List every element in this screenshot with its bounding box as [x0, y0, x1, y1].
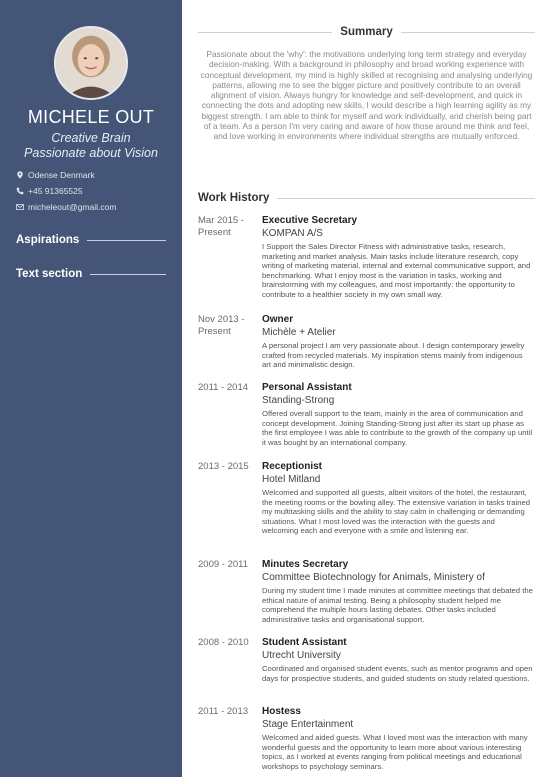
- job-description: Offered overall support to the team, mainly in the area of communication and concept development. Joining Standing-Strong just after its start up phase as the first employee I was able to contribute to the growth of the company up until it was bought by an international company.: [262, 409, 533, 447]
- envelope-icon: [16, 203, 24, 211]
- tagline-line-1: Creative Brain: [51, 131, 131, 145]
- job-role: Hostess: [262, 706, 301, 717]
- job-dates: Mar 2015 - Present: [198, 215, 244, 238]
- contact-email[interactable]: [16, 202, 116, 212]
- job-role: Personal Assistant: [262, 382, 352, 393]
- candidate-name: MICHELE OUT: [27, 107, 155, 127]
- section-divider: [87, 240, 166, 241]
- job-description: I Support the Sales Director Fitness with administrative tasks, research, marketing and market analysis. Main tasks include literature research, copy writing of marketing material, internal and external communicative support, and benchmarking. What I enjoy most is the variation in tasks, working and brainstorming with my colleagues, and most importantly: the opportunity to contribute to a healthier society in my own small way.: [262, 242, 531, 299]
- work-history-header: [198, 192, 535, 204]
- job-role: Minutes Secretary: [262, 559, 349, 570]
- phone-text: +45 91365525: [28, 186, 83, 196]
- location-pin-icon: [16, 171, 24, 179]
- work-history-divider: [277, 198, 535, 199]
- job-dates: 2013 - 2015: [198, 461, 249, 472]
- section-text: [16, 268, 166, 280]
- tagline-line-2: Passionate about Vision: [24, 146, 158, 160]
- job-role: Student Assistant: [262, 637, 347, 648]
- work-history-title: Work History: [198, 192, 270, 204]
- job-description: Welcomed and aided guests. What I loved most was the interaction with many wonderful guests and the opportunity to learn more about various interesting topics, as I worked at events ranging from political meetings and educational workshops to psychology seminars.: [262, 733, 528, 771]
- summary-text: Passionate about the 'why': the motivations underlying long term strategy and everyday decision-making. With a background in philosophy and broad working experience with conceptual development, my mind is highly skilled at recognising and analysing underlying patterns, allowing me to see the bigger picture and positively contribute to an overall alignment of vision. Always hungry for knowledge and self-development, and quick in connecting the dots and adopting new skills, I would describe a high learning agility as my biggest strength. I am able to think for myself and work individually, and cherish being part of a team. As a person I'm very caring and aware of how those around me think and feel, and love working in environments where individual strengths are mutually enforced.: [200, 49, 533, 142]
- job-company: KOMPAN A/S: [262, 228, 323, 239]
- job-dates: 2009 - 2011: [198, 559, 249, 570]
- section-text-title: Text section: [16, 268, 83, 280]
- job-dates: 2011 - 2013: [198, 706, 249, 717]
- job-dates: Nov 2013 - Present: [198, 314, 245, 337]
- sidebar: [0, 0, 182, 777]
- contact-phone: [16, 186, 83, 196]
- contact-location: [16, 170, 95, 180]
- job-company: Hotel Mitland: [262, 474, 321, 485]
- job-company: Stage Entertainment: [262, 719, 354, 730]
- job-role: Owner: [262, 314, 294, 325]
- job-dates: 2008 - 2010: [198, 637, 249, 648]
- job-company: Standing-Strong: [262, 395, 335, 406]
- summary-divider-left: [198, 32, 332, 33]
- phone-icon: [16, 187, 24, 195]
- summary-divider-right: [401, 32, 535, 33]
- summary-header: [198, 26, 535, 38]
- section-divider: [90, 274, 166, 275]
- job-company: Utrecht University: [262, 650, 341, 661]
- job-description: Coordinated and organised student events, such as mentor programs and open days for prospective students, and guided students on study related questions.: [262, 664, 533, 683]
- email-link[interactable]: micheleout@gmail.com: [28, 202, 117, 212]
- job-company: Committee Biotechnology for Animals, Ministery of: [262, 572, 485, 583]
- job-dates: 2011 - 2014: [198, 382, 249, 393]
- avatar: [54, 26, 128, 100]
- profile-photo: [56, 28, 126, 98]
- section-aspirations: [16, 234, 166, 246]
- summary-title: Summary: [340, 26, 393, 38]
- job-company: Michèle + Atelier: [262, 327, 336, 338]
- section-aspirations-title: Aspirations: [16, 234, 80, 246]
- job-role: Executive Secretary: [262, 215, 358, 226]
- job-description: A personal project I am very passionate about. I design contemporary jewelry crafted from recycled materials. My inspiration stems mainly from indigenous art and minimalistic design.: [262, 341, 525, 370]
- job-description: During my student time I made minutes at committee meetings that debated the ethical nature of animal testing. Being a philosophy student helped me comprehend the multiple hours lasting debates. Other tasks included administrative tasks and organisational support.: [262, 586, 533, 624]
- location-text: Odense Denmark: [28, 170, 95, 180]
- job-description: Welcomed and supported all guests, albeit visitors of the hotel, the restaurant, the meeting rooms or the bowling alley. The extensive variation in tasks trained my multitasking skills and the ability to stay calm in challenging or demanding situations. What I most loved was the interaction with the guests and welcoming each and everyone with a smile and listening ear.: [262, 488, 531, 536]
- job-role: Receptionist: [262, 461, 323, 472]
